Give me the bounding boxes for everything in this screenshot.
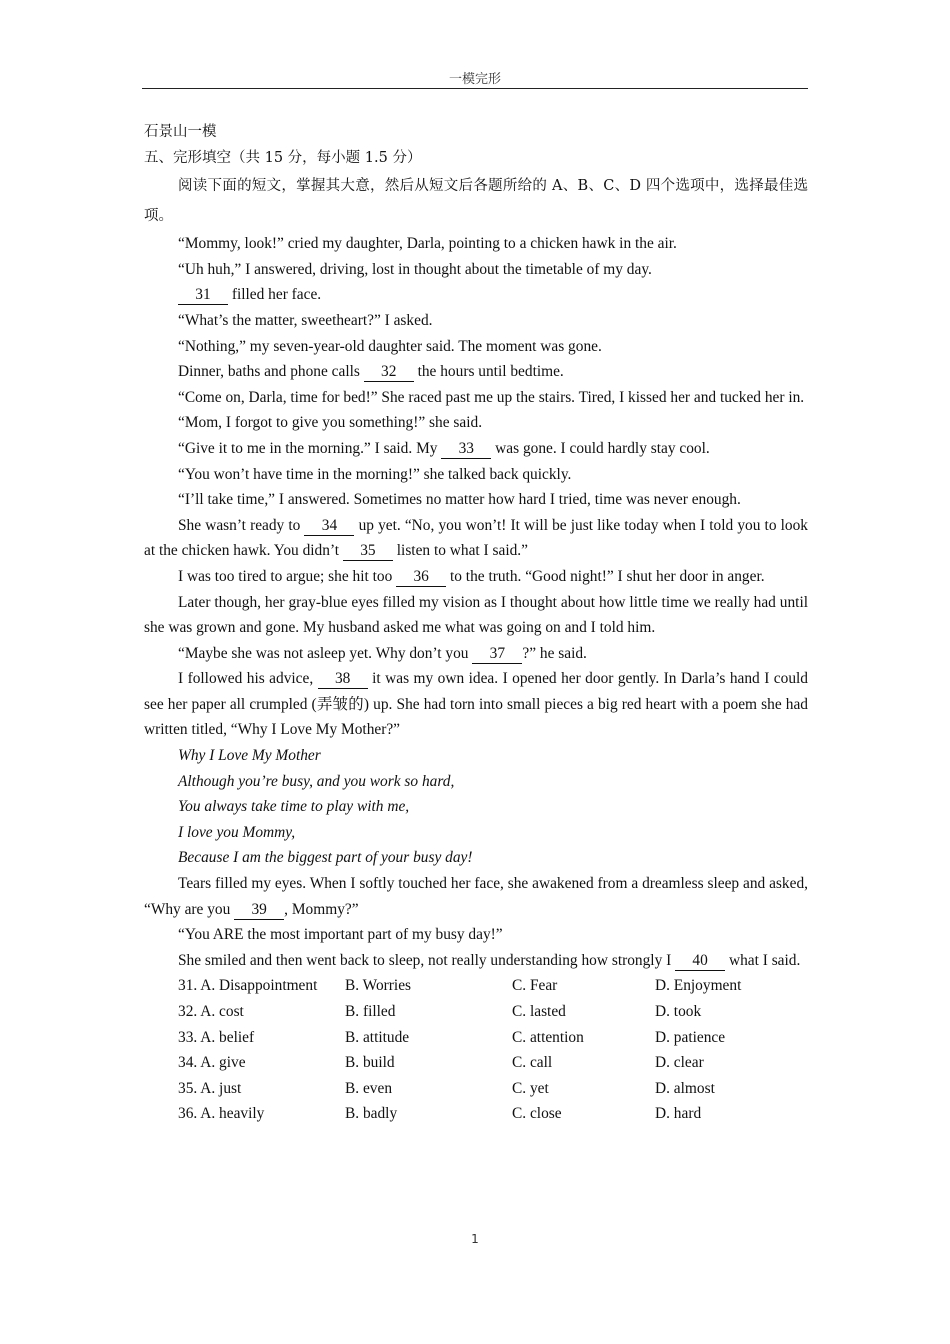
blank-32[interactable]: 32 <box>364 363 414 382</box>
question-options <box>144 973 808 1127</box>
document-body <box>144 120 808 1127</box>
option-d[interactable]: D. hard <box>655 1105 702 1123</box>
page-header: 一模完形 <box>448 72 501 87</box>
option-a[interactable]: 32. A. cost <box>178 1003 244 1020</box>
option-a[interactable]: 34. A. give <box>178 1054 246 1072</box>
exam-source: 石景山一模 <box>144 124 217 140</box>
option-b[interactable]: B. Worries <box>345 977 412 995</box>
paragraph: “Come on, Darla, time for bed!” She raced past me up the stairs. Tired, I kissed her and tucked her in. <box>178 388 805 406</box>
blank-31[interactable]: 31 <box>178 286 228 305</box>
paragraph: Later though, her gray-blue eyes filled my vision as I thought about how little time we really had until she was grown and gone. My husband asked me what was going on and I told him. <box>144 593 808 637</box>
blank-39[interactable]: 39 <box>234 901 284 920</box>
blank-40[interactable]: 40 <box>675 952 725 971</box>
paragraph: 31 filled her face. <box>144 282 808 308</box>
blank-37[interactable]: 37 <box>472 645 522 664</box>
paragraph: “I’ll take time,” I answered. Sometimes no matter how hard I tried, time was never enough. <box>178 491 741 509</box>
option-c[interactable]: C. Fear <box>512 977 558 995</box>
option-a[interactable]: 35. A. just <box>178 1079 242 1097</box>
paragraph: “Nothing,” my seven-year-old daughter said. The moment was gone. <box>178 337 602 355</box>
question-row <box>144 1101 808 1127</box>
question-row <box>144 1025 808 1051</box>
option-d[interactable]: D. almost <box>655 1079 715 1097</box>
page-number: 1 <box>471 1232 479 1246</box>
paragraph: She wasn’t ready to 34 up yet. “No, you won’t! It will be just like today when I told you to look at the chicken hawk. You didn’t 35 listen to what I said.” <box>144 516 808 560</box>
option-c[interactable]: C. lasted <box>512 1003 566 1020</box>
paragraph: She smiled and then went back to sleep, not really understanding how strongly I 40 what I said. <box>178 951 801 969</box>
paragraph: Dinner, baths and phone calls 32 the hours until bedtime. <box>178 363 564 381</box>
option-b[interactable]: B. build <box>345 1054 395 1072</box>
instructions: 阅读下面的短文，掌握其大意，然后从短文后各题所给的 A、B、C、D 四个选项中，选择最佳选项。 <box>144 178 808 225</box>
paragraph: “Maybe she was not asleep yet. Why don’t you 37 ?” he said. <box>178 644 587 662</box>
question-row <box>144 973 808 999</box>
blank-33[interactable]: 33 <box>441 440 491 459</box>
poem-title: Why I Love My Mother <box>178 747 321 765</box>
option-c[interactable]: C. close <box>512 1105 562 1123</box>
option-c[interactable]: C. call <box>512 1054 553 1072</box>
question-row <box>144 1050 808 1076</box>
question-row <box>144 999 808 1025</box>
option-b[interactable]: B. badly <box>345 1105 398 1123</box>
paragraph: “You ARE the most important part of my busy day!” <box>178 926 503 944</box>
option-d[interactable]: D. Enjoyment <box>655 977 742 995</box>
paragraph: I followed his advice, 38 it was my own idea. I opened her door gently. In Darla’s hand I could see her paper all crumpled (弄皱的) up. She had torn into small pieces a big red heart with a poem she had written titled, “Why I Love My Mother?” <box>144 670 808 739</box>
question-row <box>144 1076 808 1102</box>
option-d[interactable]: D. clear <box>655 1054 704 1072</box>
section-title: 五、完形填空（共 15 分，每小题 1.5 分） <box>144 149 422 166</box>
option-b[interactable]: B. attitude <box>345 1028 410 1046</box>
header-divider <box>142 88 808 89</box>
option-a[interactable]: 33. A. belief <box>178 1028 255 1046</box>
option-c[interactable]: C. yet <box>512 1079 549 1097</box>
paragraph: “Mom, I forgot to give you something!” she said. <box>178 414 483 432</box>
paragraph: Tears filled my eyes. When I softly touched her face, she awakened from a dreamless sleep and asked, “Why are you 39 , Mommy?” <box>144 875 808 918</box>
paragraph: “What’s the matter, sweetheart?” I asked. <box>178 311 433 329</box>
poem-line: Although you’re busy, and you work so hard, <box>178 772 455 790</box>
blank-38[interactable]: 38 <box>318 670 368 689</box>
option-a[interactable]: 36. A. heavily <box>178 1105 265 1123</box>
poem-line: Because I am the biggest part of your busy day! <box>178 849 473 867</box>
option-a[interactable]: 31. A. Disappointment <box>178 977 318 995</box>
blank-34[interactable]: 34 <box>304 517 354 536</box>
option-d[interactable]: D. patience <box>655 1028 726 1046</box>
paragraph: “Uh huh,” I answered, driving, lost in thought about the timetable of my day. <box>178 260 652 278</box>
paragraph: “Mommy, look!” cried my daughter, Darla, pointing to a chicken hawk in the air. <box>178 235 677 253</box>
option-b[interactable]: B. filled <box>345 1003 396 1020</box>
option-d[interactable]: D. took <box>655 1003 702 1020</box>
poem-line: You always take time to play with me, <box>178 798 410 816</box>
paragraph: I was too tired to argue; she hit too 36 to the truth. “Good night!” I shut her door in anger. <box>178 567 765 585</box>
poem-line: I love you Mommy, <box>178 823 296 841</box>
paragraph: “Give it to me in the morning.” I said. My 33 was gone. I could hardly stay cool. <box>178 439 710 457</box>
blank-36[interactable]: 36 <box>396 568 446 587</box>
blank-35[interactable]: 35 <box>343 542 393 561</box>
option-b[interactable]: B. even <box>345 1079 393 1097</box>
option-c[interactable]: C. attention <box>512 1028 584 1046</box>
paragraph: “You won’t have time in the morning!” she talked back quickly. <box>178 465 572 483</box>
